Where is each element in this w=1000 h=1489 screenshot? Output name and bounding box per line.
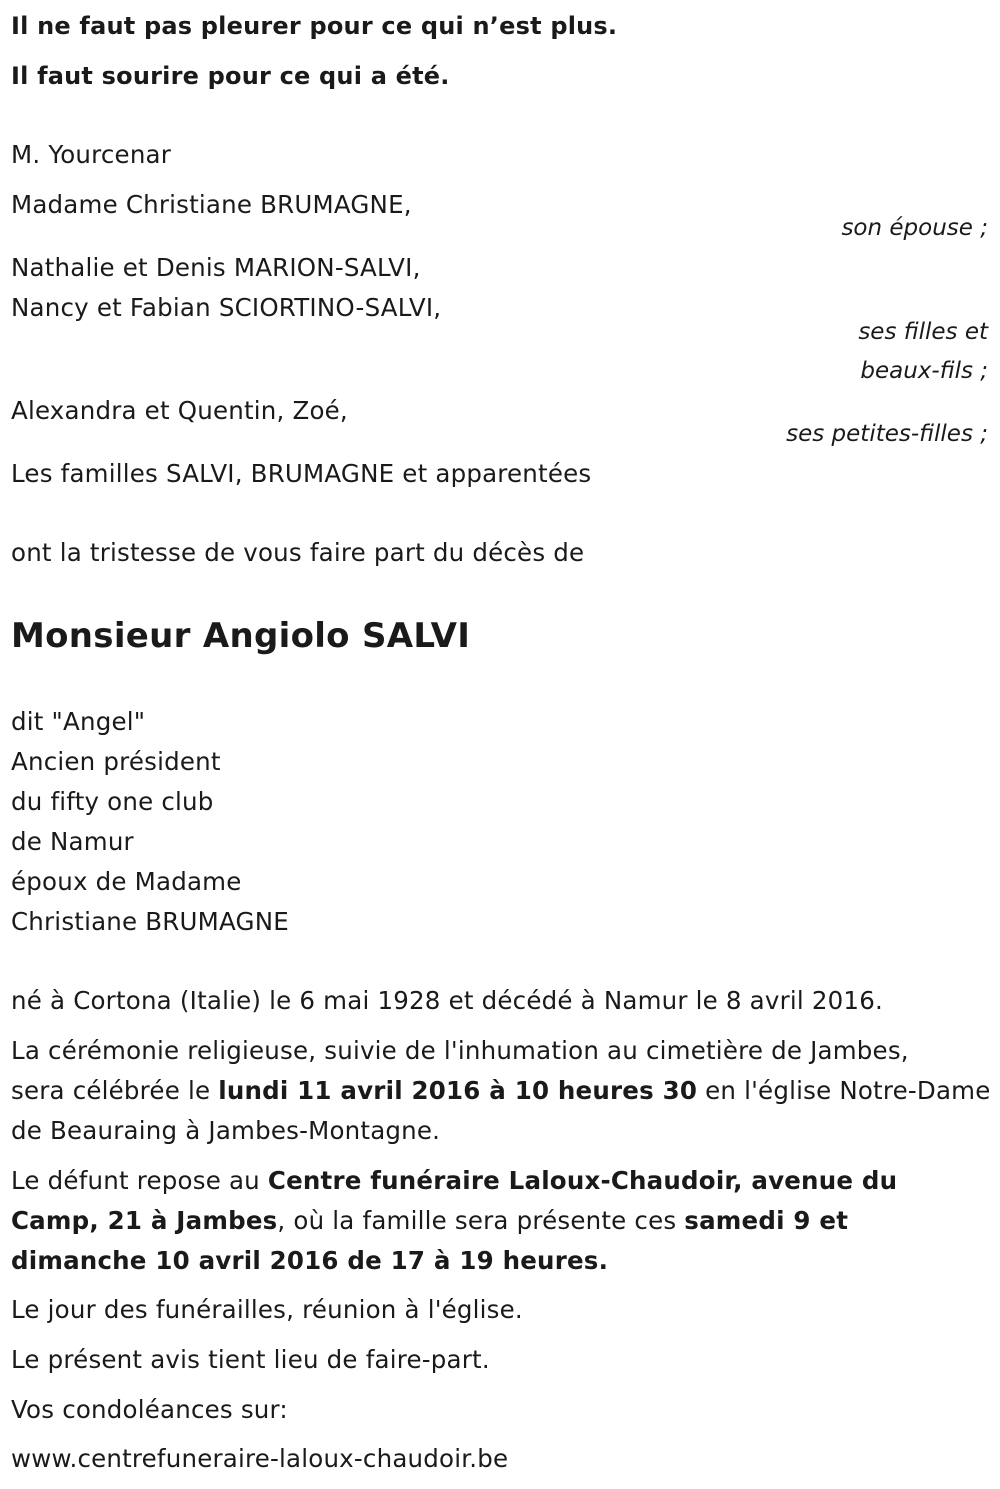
condolences-label: Vos condoléances sur: [11, 1395, 288, 1424]
deceased-detail: époux de Madame [11, 867, 242, 896]
ceremony-line-2: sera célébrée le lundi 11 avril 2016 à 10 heures 30 en l'église Notre-Dame [11, 1076, 991, 1105]
quote-line-1: Il ne faut pas pleurer pour ce qui n’est plus. [11, 12, 618, 40]
birth-death-line: né à Cortona (Italie) le 6 mai 1928 et décédé à Namur le 8 avril 2016. [11, 986, 883, 1015]
website-link[interactable]: www.centrefuneraire-laloux-chaudoir.be [11, 1444, 509, 1473]
daughter-couple-1: Nathalie et Denis MARION-SALVI, [11, 253, 421, 282]
daughters-role-line-2: beaux-fils ; [860, 358, 988, 384]
spouse-role: son épouse ; [841, 215, 988, 241]
ceremony-line-1: La cérémonie religieuse, suivie de l'inhumation au cimetière de Jambes, [11, 1036, 909, 1065]
quote-author: M. Yourcenar [11, 140, 172, 169]
deceased-detail: du fifty one club [11, 787, 214, 816]
repose-line-2: Camp, 21 à Jambes, où la famille sera présente ces samedi 9 et [11, 1206, 849, 1235]
deceased-detail: dit "Angel" [11, 707, 146, 736]
daughters-role-line-1: ses filles et [858, 319, 988, 345]
repose-line-1: Le défunt repose au Centre funéraire Laloux-Chaudoir, avenue du [11, 1166, 898, 1195]
deceased-detail: de Namur [11, 827, 134, 856]
funeral-day-line: Le jour des funérailles, réunion à l'église. [11, 1295, 523, 1324]
spouse-name: Madame Christiane BRUMAGNE, [11, 190, 412, 219]
notice-line: Le présent avis tient lieu de faire-part. [11, 1345, 490, 1374]
ceremony-line-3: de Beauraing à Jambes-Montagne. [11, 1116, 441, 1145]
ceremony-date-time: lundi 11 avril 2016 à 10 heures 30 [218, 1076, 698, 1105]
deceased-detail: Ancien président [11, 747, 221, 776]
quote-line-2: Il faut sourire pour ce qui a été. [11, 62, 450, 90]
announcement: ont la tristesse de vous faire part du décès de [11, 538, 585, 567]
deceased-name: Monsieur Angiolo SALVI [11, 616, 471, 656]
repose-line-3: dimanche 10 avril 2016 de 17 à 19 heures. [11, 1246, 609, 1275]
grandchildren: Alexandra et Quentin, Zoé, [11, 396, 348, 425]
daughter-couple-2: Nancy et Fabian SCIORTINO-SALVI, [11, 293, 442, 322]
funeral-center-address: Centre funéraire Laloux-Chaudoir, avenue du [267, 1166, 898, 1195]
families-line: Les familles SALVI, BRUMAGNE et apparentées [11, 459, 592, 488]
deceased-detail: Christiane BRUMAGNE [11, 907, 289, 936]
grandchildren-role: ses petites-filles ; [786, 421, 988, 447]
